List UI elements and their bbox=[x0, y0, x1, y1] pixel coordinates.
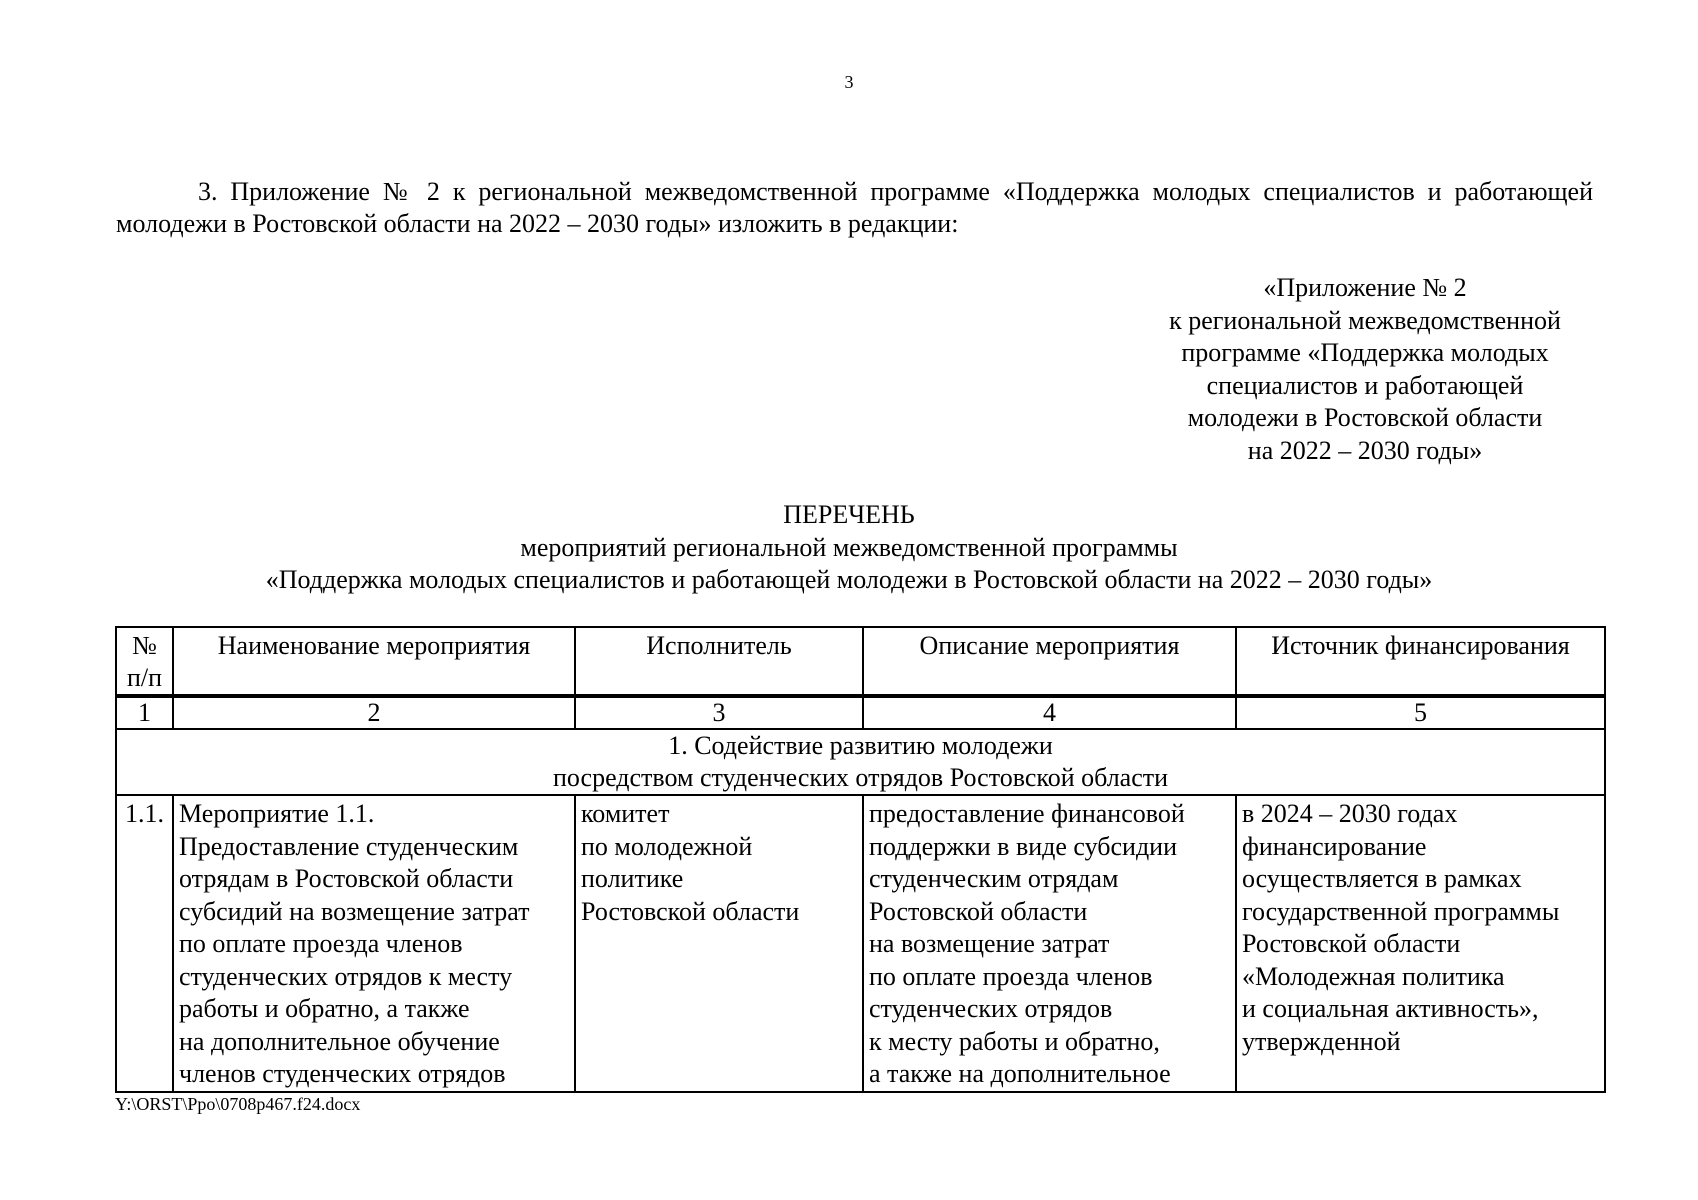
row-description-line: а также на дополнительное bbox=[869, 1059, 1171, 1088]
row-name-line: работы и обратно, а также bbox=[179, 994, 470, 1023]
appendix-heading bbox=[1100, 272, 1630, 467]
header-number: № п/п bbox=[116, 627, 173, 696]
list-title bbox=[0, 499, 1698, 597]
header-executor: Исполнитель bbox=[575, 627, 863, 696]
row-number: 1.1. bbox=[116, 795, 173, 1092]
row-funding-line: государственной программы bbox=[1242, 896, 1560, 926]
file-path-footer: Y:\ORST\Ppo\0708p467.f24.docx bbox=[115, 1094, 361, 1114]
appendix-line: молодежи в Ростовской области bbox=[1187, 403, 1543, 432]
row-name-line: субсидий на возмещение затрат bbox=[179, 896, 530, 926]
intro-paragraph bbox=[116, 176, 1593, 240]
appendix-line: «Приложение № 2 bbox=[1263, 273, 1467, 302]
page-number: 3 bbox=[844, 72, 854, 92]
row-description-line: поддержки в виде субсидии bbox=[869, 831, 1178, 861]
appendix-line: на 2022 – 2030 годы» bbox=[1247, 435, 1483, 465]
table-header-row bbox=[116, 627, 1605, 696]
row-funding-line: Ростовской области bbox=[1242, 929, 1461, 958]
row-name-line: по оплате проезда членов bbox=[179, 929, 463, 958]
row-description-line: предоставление финансовой bbox=[869, 799, 1185, 828]
column-number: 1 bbox=[116, 696, 173, 729]
row-name bbox=[173, 795, 575, 1092]
intro-text: 3. Приложение № 2 к региональной межведомственной программе «Поддержка молодых специалистов и работающей молодежи в Ростовской области на 2022 – 2030 годы» изложить в редакции: bbox=[116, 177, 1593, 238]
section-heading bbox=[116, 729, 1605, 795]
row-funding-line: утвержденной bbox=[1242, 1026, 1401, 1056]
row-funding-line: в 2024 – 2030 годах bbox=[1242, 799, 1458, 828]
column-number: 5 bbox=[1236, 696, 1605, 729]
table-row bbox=[116, 795, 1605, 1092]
section-line: 1. Содействие развитию молодежи bbox=[668, 731, 1053, 760]
column-number-row bbox=[116, 696, 1605, 729]
row-funding-line: осуществляется в рамках bbox=[1242, 864, 1522, 893]
row-funding-line: и социальная активность», bbox=[1242, 994, 1539, 1023]
row-name-line: на дополнительное обучение bbox=[179, 1026, 500, 1056]
list-program-name: «Поддержка молодых специалистов и работающей молодежи в Ростовской области на 2022 – 2030 годы» bbox=[265, 565, 1433, 594]
section-line: посредством студенческих отрядов Ростовской области bbox=[552, 763, 1169, 792]
list-subtitle: мероприятий региональной межведомственной программы bbox=[520, 532, 1178, 562]
row-name-line: студенческих отрядов к месту bbox=[179, 961, 513, 991]
row-name-line: Мероприятие 1.1. bbox=[179, 799, 375, 828]
column-number: 2 bbox=[173, 696, 575, 729]
row-executor bbox=[575, 795, 863, 1092]
header-funding: Источник финансирования bbox=[1236, 627, 1605, 696]
row-description-line: Ростовской области bbox=[869, 896, 1088, 926]
row-name-line: отрядам в Ростовской области bbox=[179, 864, 514, 893]
row-executor-line: комитет bbox=[581, 799, 670, 828]
appendix-line: программе «Поддержка молодых bbox=[1181, 338, 1549, 367]
row-name-line: членов студенческих отрядов bbox=[179, 1059, 506, 1088]
row-funding-line: «Молодежная политика bbox=[1242, 961, 1505, 991]
list-heading: ПЕРЕЧЕНЬ bbox=[783, 500, 915, 529]
row-executor-line: по молодежной bbox=[581, 831, 753, 861]
row-description-line: студенческим отрядам bbox=[869, 864, 1119, 893]
appendix-line: к региональной межведомственной bbox=[1169, 305, 1561, 335]
row-description-line: на возмещение затрат bbox=[869, 929, 1110, 958]
column-number: 4 bbox=[863, 696, 1236, 729]
header-name: Наименование мероприятия bbox=[173, 627, 575, 696]
row-executor-line: политике bbox=[581, 864, 684, 893]
row-description bbox=[863, 795, 1236, 1092]
row-funding-line: финансирование bbox=[1242, 831, 1427, 861]
measures-table bbox=[115, 626, 1606, 1093]
row-description-line: по оплате проезда членов bbox=[869, 961, 1153, 991]
column-number: 3 bbox=[575, 696, 863, 729]
appendix-line: специалистов и работающей bbox=[1206, 370, 1524, 400]
row-description-line: к месту работы и обратно, bbox=[869, 1026, 1160, 1056]
row-executor-line: Ростовской области bbox=[581, 896, 800, 926]
row-funding bbox=[1236, 795, 1605, 1092]
row-description-line: студенческих отрядов bbox=[869, 994, 1113, 1023]
header-description: Описание мероприятия bbox=[863, 627, 1236, 696]
section-row bbox=[116, 729, 1605, 795]
row-name-line: Предоставление студенческим bbox=[179, 831, 519, 861]
